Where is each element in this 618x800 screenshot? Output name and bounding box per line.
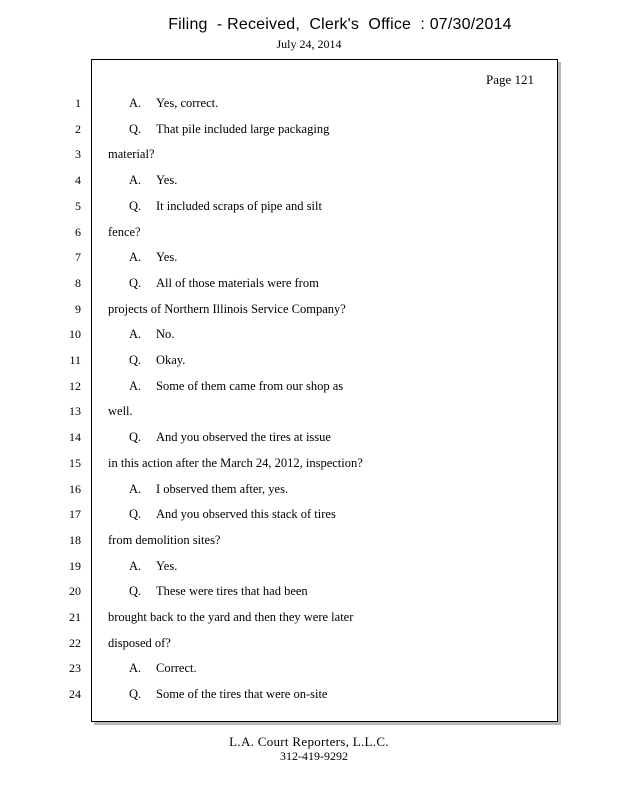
transcript-line-text: Okay. <box>156 353 186 367</box>
transcript-line-text: Yes. <box>156 173 178 188</box>
line-number: 4 <box>75 173 81 188</box>
transcript-line-text: These were tires that had been <box>156 584 308 599</box>
line-number: 24 <box>69 687 81 702</box>
line-number: 6 <box>75 224 81 239</box>
speaker-marker: A. <box>129 378 142 393</box>
transcript-line-text: And you observed the tires at issue <box>156 430 331 445</box>
line-number: 5 <box>75 198 81 213</box>
speaker-marker: A. <box>129 327 142 342</box>
speaker-marker: Q. <box>129 353 142 367</box>
line-number: 1 <box>75 96 81 110</box>
speaker-marker: A. <box>129 661 142 676</box>
speaker-marker: A. <box>129 173 142 188</box>
line-number: 7 <box>75 250 81 265</box>
page-number: Page 121 <box>485 72 534 87</box>
transcript-line-text: brought back to the yard and then they were later <box>108 610 354 624</box>
transcript-line-text: No. <box>156 327 175 342</box>
hearing-date: July 24, 2014 <box>276 37 342 51</box>
transcript-line-text: That pile included large packaging <box>156 121 330 136</box>
speaker-marker: A. <box>129 250 142 265</box>
transcript-line-text: I observed them after, yes. <box>156 481 289 496</box>
line-number: 20 <box>69 584 81 599</box>
line-number: 16 <box>69 481 81 496</box>
line-number: 15 <box>69 455 81 470</box>
transcript-line-text: All of those materials were from <box>156 275 319 290</box>
speaker-marker: Q. <box>129 121 142 136</box>
speaker-marker: Q. <box>129 430 142 445</box>
speaker-marker: Q. <box>129 507 142 522</box>
transcript-line-text: in this action after the March 24, 2012, inspection? <box>108 455 363 470</box>
line-number: 23 <box>69 661 81 676</box>
transcript-line-text: And you observed this stack of tires <box>156 507 336 522</box>
line-number: 22 <box>69 635 81 650</box>
speaker-marker: Q. <box>129 584 142 599</box>
court-reporter-name: L.A. Court Reporters, L.L.C. <box>229 734 389 749</box>
transcript-line-text: material? <box>108 147 155 162</box>
transcript-line-text: disposed of? <box>108 635 171 650</box>
transcript-line-text: It included scraps of pipe and silt <box>156 198 322 213</box>
line-number: 14 <box>69 430 81 445</box>
transcript-line-text: Some of them came from our shop as <box>156 378 344 393</box>
line-number: 13 <box>69 404 81 419</box>
transcript-line-text: from demolition sites? <box>108 532 221 547</box>
transcript-line-text: well. <box>108 404 133 419</box>
speaker-marker: A. <box>129 96 142 110</box>
transcript-line-text: Correct. <box>156 661 197 676</box>
line-number: 17 <box>69 507 81 522</box>
line-number: 11 <box>69 353 81 367</box>
speaker-marker: Q. <box>129 687 142 702</box>
line-number: 19 <box>69 558 81 573</box>
filing-stamp: Filing - Received, Clerk's Office : 07/30/2014 <box>168 16 512 33</box>
line-number: 10 <box>69 327 81 342</box>
transcript-line-text: Yes, correct. <box>156 96 219 110</box>
transcript-line-text: Yes. <box>156 558 178 573</box>
line-number: 8 <box>75 275 81 290</box>
court-reporter-phone: 312-419-9292 <box>280 749 348 763</box>
speaker-marker: A. <box>129 481 142 496</box>
speaker-marker: Q. <box>129 198 142 213</box>
transcript-page <box>69 59 558 722</box>
line-number: 18 <box>69 532 81 547</box>
line-number: 2 <box>75 121 81 136</box>
transcript-line-text: fence? <box>108 224 141 239</box>
line-number: 21 <box>69 610 81 624</box>
speaker-marker: A. <box>129 558 142 573</box>
line-number: 9 <box>75 301 81 316</box>
transcript-line-text: Yes. <box>156 250 178 265</box>
transcript-line-text: projects of Northern Illinois Service Company? <box>108 301 346 316</box>
transcript-line-text: Some of the tires that were on-site <box>156 687 328 702</box>
line-number: 12 <box>69 378 81 393</box>
line-number: 3 <box>75 147 81 162</box>
speaker-marker: Q. <box>129 275 142 290</box>
